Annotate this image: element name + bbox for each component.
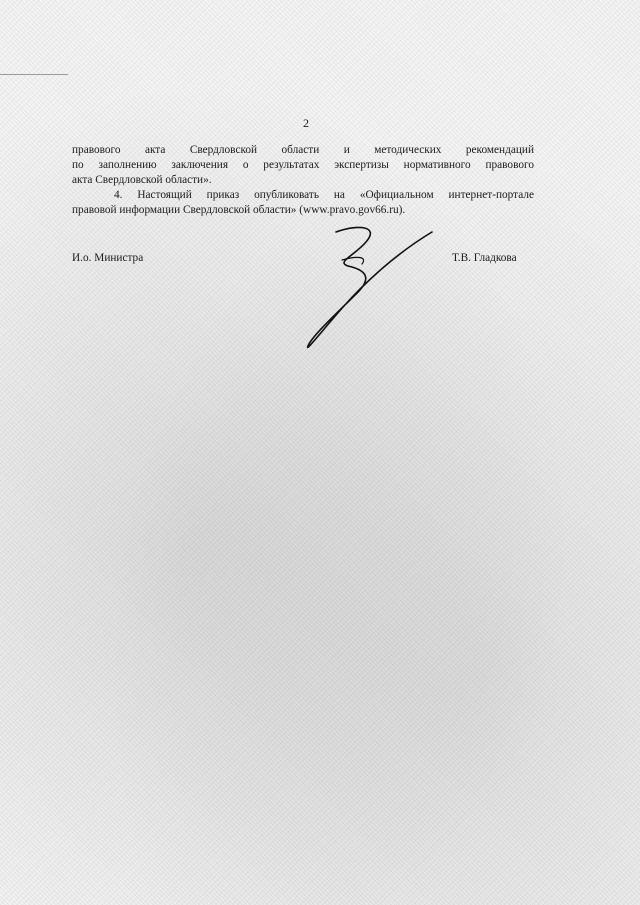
paragraph-line: акта Свердловской области». <box>72 174 212 186</box>
item-4-line: 4. Настоящий приказ опубликовать на «Официальном интернет-портале <box>114 189 534 201</box>
signatory-name: Т.В. Гладкова <box>452 252 517 264</box>
handwritten-signature <box>296 216 436 356</box>
page-number: 2 <box>303 116 309 130</box>
signatory-position: И.о. Министра <box>72 252 144 264</box>
scan-edge-line <box>0 74 68 75</box>
paragraph-line: по заполнению заключения о результатах экспертизы нормативного правового <box>72 159 534 171</box>
body-text <box>72 143 534 218</box>
paragraph-line: правового акта Свердловской области и методических рекомендаций <box>72 144 534 156</box>
item-4-line: правовой информации Свердловской области» (www.pravo.gov66.ru). <box>72 204 406 216</box>
